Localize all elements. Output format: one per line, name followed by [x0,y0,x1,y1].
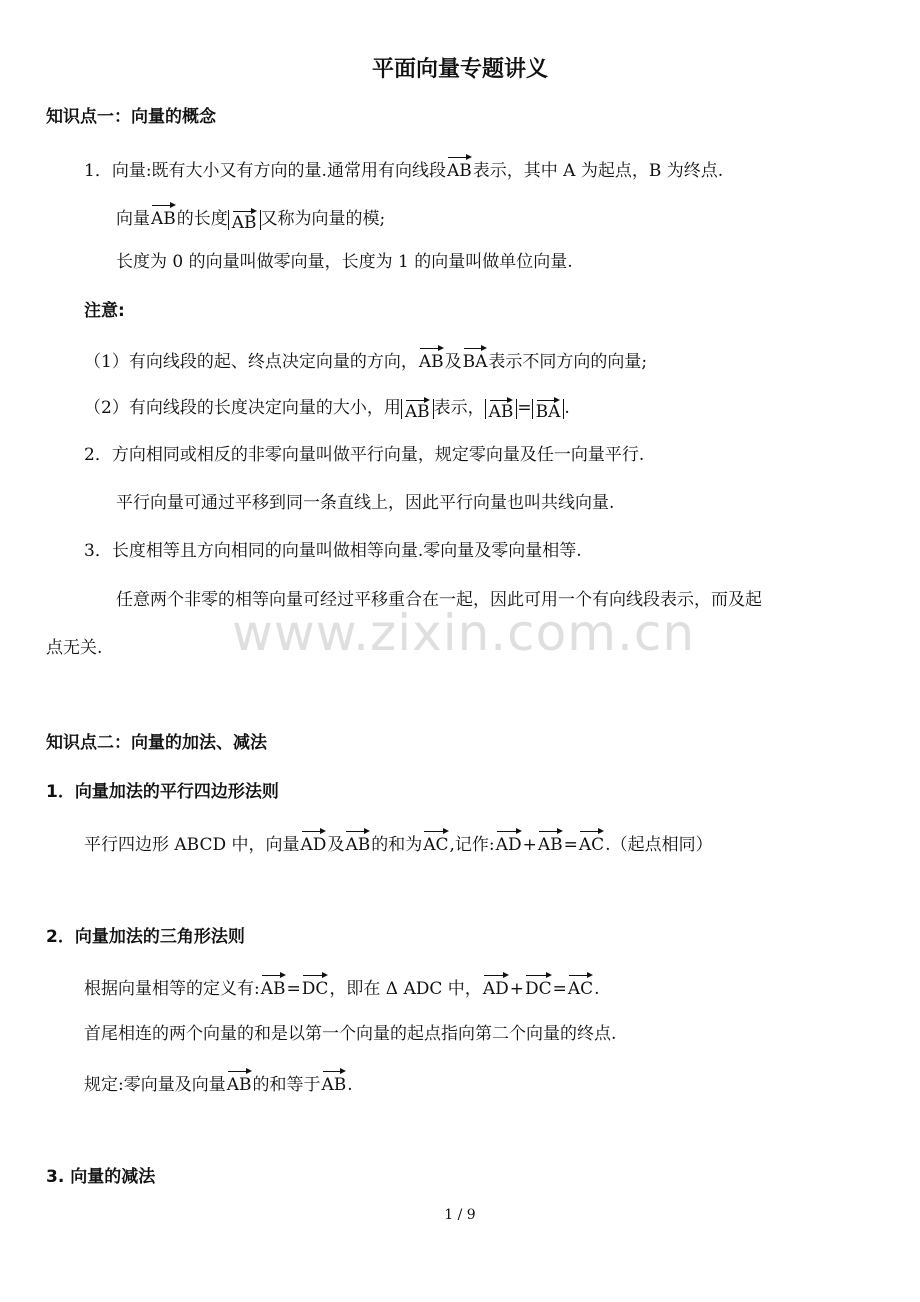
text: .（起点相同） [605,835,713,855]
section1-heading: 知识点一：向量的概念 [46,107,216,127]
paragraph-parallelogram [84,830,713,857]
vector-ad: AD [496,830,522,857]
paragraph-zero-unit-vector: 长度为 0 的向量叫做零向量，长度为 1 的向量叫做单位向量. [116,252,573,272]
vector-ab: AB [419,347,444,374]
note-1 [84,347,647,374]
vector-ab-magnitude [228,210,261,233]
text: 规定:零向量及向量 [84,1075,226,1095]
vector-dc: DC [302,974,329,1001]
vector-ab: AB [345,830,370,857]
vector-ab: AB [538,830,563,857]
vector-ac: AC [423,830,448,857]
paragraph-vector-length [116,204,385,231]
section2-heading: 知识点二：向量的加法、减法 [46,733,267,753]
text: 又称为向量的模; [260,209,386,229]
text: . [347,1075,353,1095]
text: 的和等于 [252,1075,321,1095]
text: 平行四边形 ABCD 中，向量 [84,835,300,855]
text: 表示不同方向的向量; [488,352,648,372]
vector-ab: AB [489,399,514,422]
paragraph-translation-cont: 点无关. [46,638,103,658]
vector-ab-magnitude [401,399,434,422]
text: . [594,979,600,999]
subheading-subtraction: 3. 向量的减法 [46,1167,156,1187]
paragraph-triangle [84,974,600,1001]
paragraph-zero-vector-rule [84,1070,353,1097]
vector-ab: AB [261,974,286,1001]
text: 表示， [433,398,485,418]
vector-ba: BA [463,347,488,374]
text: （1）有向线段的起、终点决定向量的方向， [84,352,418,372]
text: ,记作: [449,835,495,855]
text: 1．向量:既有大小又有方向的量.通常用有向线段 [84,161,446,181]
vector-ba-magnitude [532,399,565,422]
vector-ab: AB [227,1070,252,1097]
vector-ab: AB [322,1070,347,1097]
vector-dc: DC [525,974,552,1001]
text: 及 [327,835,345,855]
vector-ac: AC [579,830,604,857]
text: = [517,398,532,418]
vector-ba: BA [536,399,561,422]
equals-sign: = [563,835,578,855]
subheading-parallelogram-rule: 1．向量加法的平行四边形法则 [46,782,279,802]
paragraph-translation: 任意两个非零的相等向量可经过平移重合在一起，因此可用一个有向线段表示，而及起 [116,590,762,610]
paragraph-head-to-tail: 首尾相连的两个向量的和是以第一个向量的起点指向第二个向量的终点. [84,1024,617,1044]
plus-sign: + [522,835,537,855]
page-title: 平面向量专题讲义 [371,57,548,82]
text: （2）有向线段的长度决定向量的大小，用 [84,398,401,418]
page-number: 1 / 9 [444,1207,476,1223]
text: 向量 [116,209,150,229]
text: . [564,398,570,418]
watermark: www.zixin.com.cn [232,604,696,662]
plus-sign: + [509,979,524,999]
paragraph-parallel-vectors: 2．方向相同或相反的非零向量叫做平行向量，规定零向量及任一向量平行. [84,445,645,465]
paragraph-equal-vectors: 3．长度相等且方向相同的向量叫做相等向量.零向量及零向量相等. [84,541,582,561]
vector-ab: AB [405,399,430,422]
equals-sign: = [286,979,301,999]
paragraph-collinear-vectors: 平行向量可通过平移到同一条直线上，因此平行向量也叫共线向量. [116,493,615,513]
vector-ab-magnitude [485,399,518,422]
paragraph-vector-definition [84,156,723,183]
text: 的长度 [176,209,228,229]
vector-ab: AB [232,210,257,233]
vector-ad: AD [483,974,509,1001]
vector-ab: AB [447,156,472,183]
vector-ab: AB [151,204,176,231]
note-heading: 注意: [84,301,125,321]
vector-ad: AD [301,830,327,857]
text: 的和为 [371,835,423,855]
text: ，即在 Δ ADC 中， [329,979,482,999]
text: 及 [444,352,462,372]
text: 表示，其中 A 为起点，B 为终点. [472,161,724,181]
subheading-triangle-rule: 2．向量加法的三角形法则 [46,927,245,947]
note-2 [84,396,570,420]
vector-ac: AC [568,974,593,1001]
text: 根据向量相等的定义有: [84,979,260,999]
equals-sign: = [552,979,567,999]
